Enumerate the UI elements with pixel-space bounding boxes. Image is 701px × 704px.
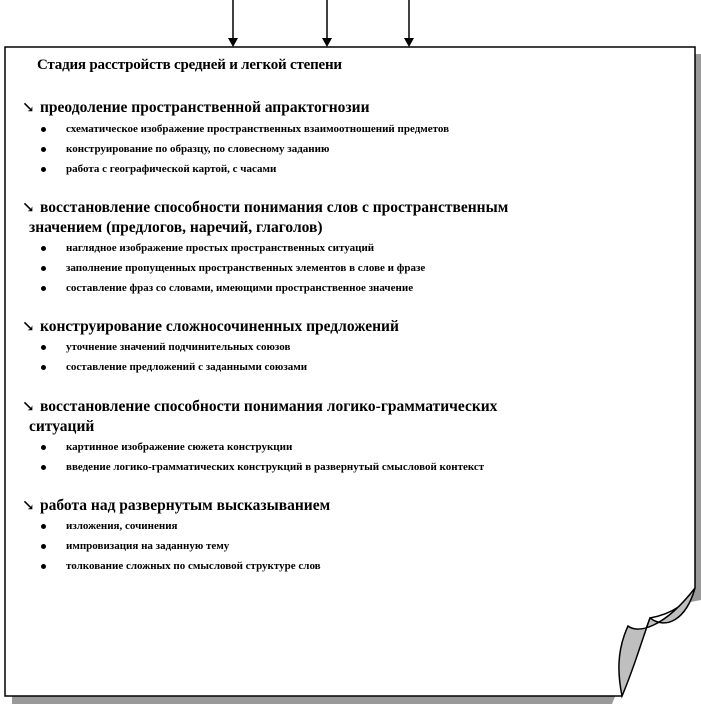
arrow-down-right-icon: ↘ [22, 399, 35, 415]
list-item [0, 337, 701, 357]
list-item-text: импровизация на заданную тему [66, 540, 230, 552]
list-item-text: составление фраз со словами, имеющими пространственное значение [66, 282, 414, 294]
item-list [0, 437, 701, 477]
section-heading [0, 198, 640, 238]
list-item [0, 278, 701, 298]
section-heading-text: восстановление способности понимания логико-грамматических [40, 398, 498, 415]
list-item-text: составление предложений с заданными союзами [66, 361, 308, 373]
bullet-icon [41, 465, 46, 470]
list-item [0, 437, 701, 457]
list-item [0, 258, 701, 278]
section-heading-text: восстановление способности понимания слов с пространственным [40, 199, 509, 216]
list-item [0, 556, 701, 576]
item-list [0, 516, 701, 576]
list-item-text: наглядное изображение простых пространственных ситуаций [66, 242, 375, 254]
list-item [0, 139, 701, 159]
list-item [0, 119, 701, 139]
section-heading [0, 317, 640, 337]
bullet-icon [41, 147, 46, 152]
bullet-icon [41, 286, 46, 291]
list-item-text: толкование сложных по смысловой структуре слов [66, 560, 321, 572]
section-heading [0, 98, 640, 118]
list-item-text: схематическое изображение пространственных взаимоотношений предметов [66, 123, 450, 135]
item-list [0, 238, 701, 298]
bullet-icon [41, 445, 46, 450]
arrow-down-right-icon: ↘ [22, 200, 35, 216]
section-5 [0, 496, 701, 576]
section-heading [0, 397, 640, 437]
list-item [0, 516, 701, 536]
section-heading-text-line2: значением (предлогов, наречий, глаголов) [29, 219, 323, 236]
bullet-icon [41, 127, 46, 132]
section-heading-text: работа над развернутым высказыванием [40, 497, 331, 514]
page-title: Стадия расстройств средней и легкой степени [37, 57, 342, 73]
list-item-text: изложения, сочинения [66, 520, 178, 532]
list-item-text: картинное изображение сюжета конструкции [66, 441, 293, 453]
arrow-down-right-icon: ↘ [22, 498, 35, 514]
section-heading [0, 496, 640, 516]
list-item-text: конструирование по образцу, по словесному заданию [66, 143, 330, 155]
section-heading-text-line2: ситуаций [29, 418, 95, 435]
arrow-down-right-icon: ↘ [22, 100, 35, 116]
bullet-icon [41, 266, 46, 271]
bullet-icon [41, 167, 46, 172]
bullet-icon [41, 564, 46, 569]
section-3 [0, 317, 701, 377]
section-heading-text: конструирование сложносочиненных предложений [40, 318, 399, 335]
section-heading-text: преодоление пространственной апрактогнозии [40, 99, 370, 116]
bullet-icon [41, 345, 46, 350]
section-1 [0, 98, 701, 179]
section-2 [0, 198, 701, 298]
item-list [0, 337, 701, 377]
list-item-text: заполнение пропущенных пространственных элементов в слове и фразе [66, 262, 426, 274]
item-list [0, 119, 701, 179]
bullet-icon [41, 246, 46, 251]
list-item [0, 238, 701, 258]
list-item [0, 536, 701, 556]
list-item-text: уточнение значений подчинительных союзов [66, 341, 291, 353]
arrow-down-right-icon: ↘ [22, 319, 35, 335]
bullet-icon [41, 544, 46, 549]
list-item-text: работа с географической картой, с часами [66, 163, 277, 175]
section-4 [0, 397, 701, 477]
bullet-icon [41, 365, 46, 370]
bullet-icon [41, 524, 46, 529]
list-item-text: введение логико-грамматических конструкций в развернутый смысловой контекст [66, 461, 485, 473]
list-item [0, 357, 701, 377]
list-item [0, 457, 701, 477]
list-item [0, 159, 701, 179]
